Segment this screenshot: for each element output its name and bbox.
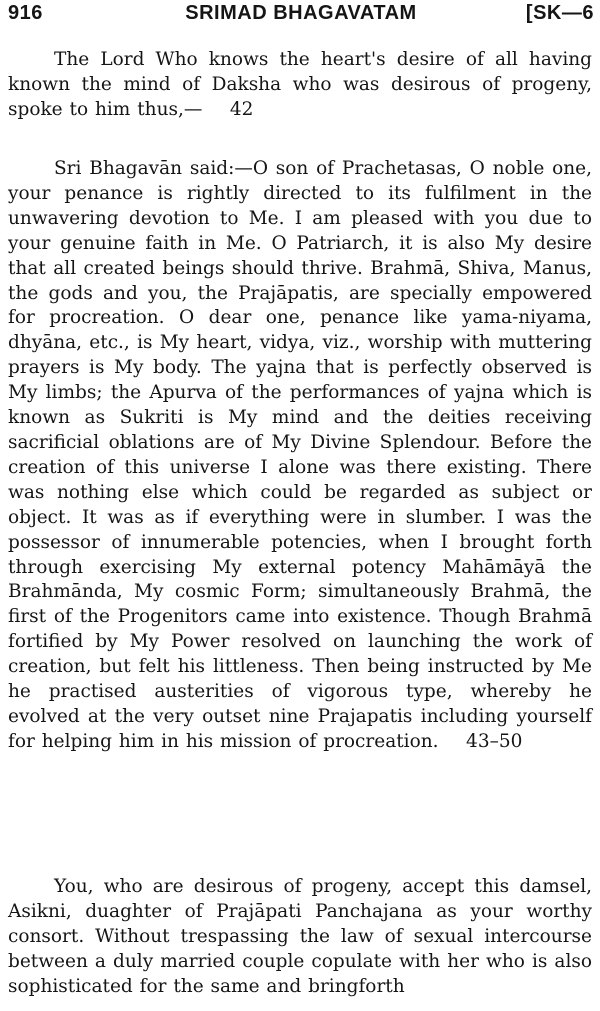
section-marker: [SK—6	[525, 2, 594, 24]
paragraph-3	[8, 875, 592, 1000]
paragraph-2	[8, 157, 592, 755]
book-title: SRIMAD BHAGAVATAM	[185, 2, 417, 24]
paragraph-text: You, who are desirous of progeny, accept this damsel, Asikni, duaghter of Prajāpati Panchajana as your worthy consort. Without trespassing the law of sexual intercourse between a duly married couple copulate with her who is also sophisticated for the same and bringforth	[8, 876, 592, 997]
paragraph-text: The Lord Who knows the heart's desire of all having known the mind of Daksha who was desirous of progeny, spoke to him thus,—	[8, 49, 592, 120]
paragraph-1	[8, 48, 592, 123]
verse-reference: 43–50	[466, 730, 523, 752]
page-number: 916	[8, 2, 43, 24]
paragraph-text: Sri Bhagavān said:—O son of Prachetasas, O noble one, your penance is rightly directed to its fulfilment in the unwavering devotion to Me. I am pleased with you due to your genuine faith in Me. O Patriarch, it is also My desire that all created beings should thrive. Brahmā, Shiva, Manus, the gods and you, the Prajāpatis, are specially empowered for procreation. O dear one, penance like yama-niyama, dhyāna, etc., is My heart, vidya, viz., worship with muttering prayers is My body. The yajna that is perfectly observed is My limbs; the Apurva of the performances of yajna which is known as Sukriti is My mind and the deities receiving sacrificial oblations are of My Divine Splendour. Before the creation of this universe I alone was there existing. There was nothing else which could be regarded as subject or object. It was as if everything were in slumber. I was the possessor of innumerable potencies, when I brought forth through exercising My external potency Mahāmāyā the Brahmānda, My cosmic Form; simultaneously Brahmā, the first of the Progenitors came into existence. Though Brahmā fortified by My Power resolved on launching the work of creation, but felt his littleness. Then being instructed by Me he practised austerities of vigorous type, whereby he evolved at the very outset nine Prajapatis including yourself for helping him in his mission of procreation.	[8, 158, 592, 752]
verse-reference: 42	[229, 98, 254, 120]
running-header	[8, 2, 594, 28]
